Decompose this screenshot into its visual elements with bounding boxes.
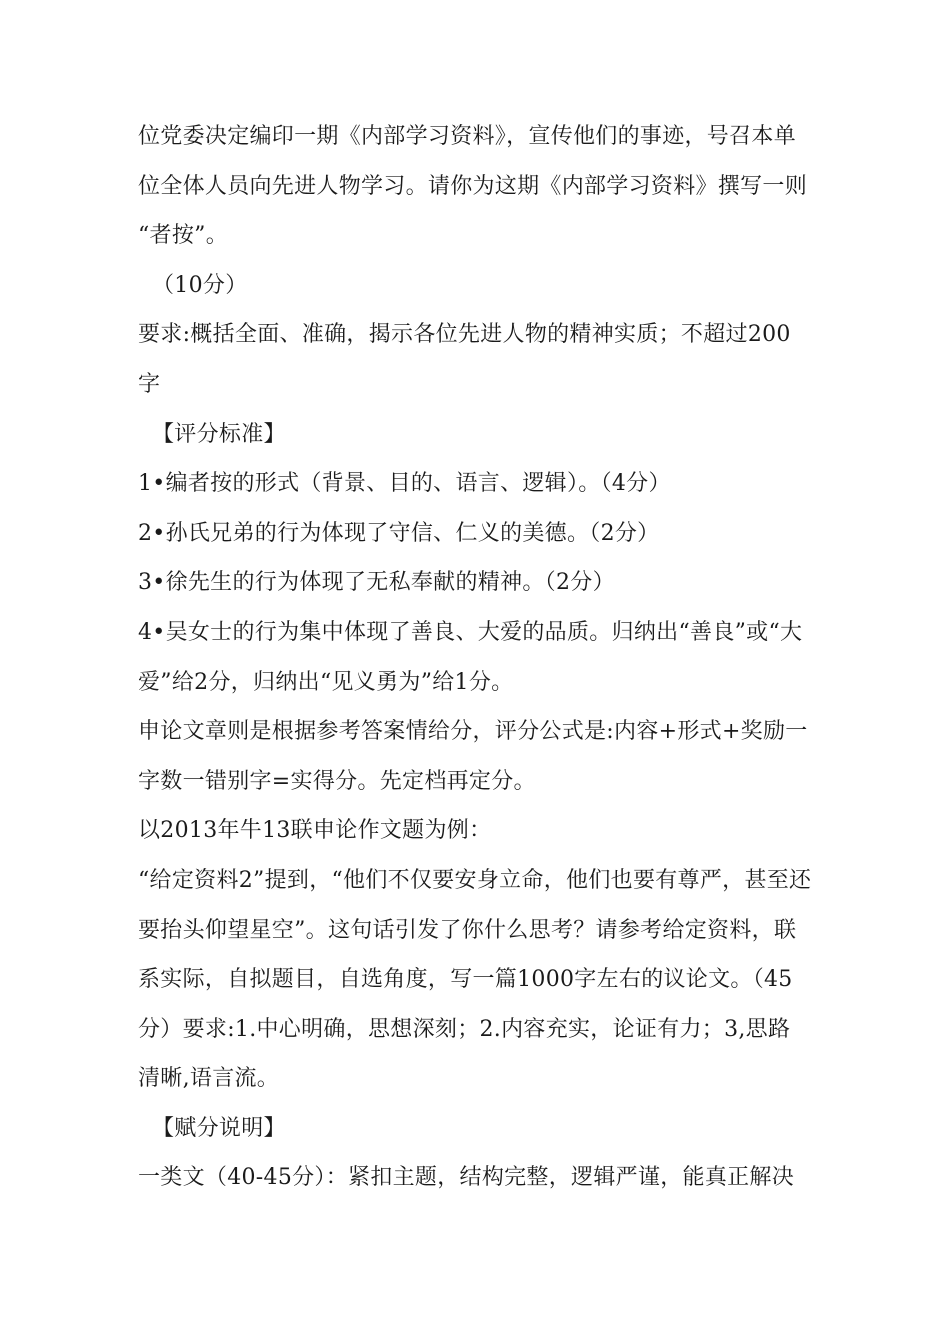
text-line: 分）要求:1.中心明确，思想深刻；2.内容充实，论证有力；3,思路 (138, 1016, 791, 1042)
text-line: 申论文章则是根据参考答案情给分，评分公式是:内容+形式+奖励一 (138, 719, 808, 745)
section-heading-scoring-criteria: 【评分标准】 (152, 421, 286, 447)
text-line: 位党委决定编印一期《内部学习资料》，宣传他们的事迹，号召本单 (138, 124, 797, 149)
text-line: “给定资料2”提到，“他们不仅要安身立命，他们也要有尊严，甚至还 (138, 867, 812, 893)
requirement-line: 要求:概括全面、准确，揭示各位先进人物的精神实质；不超过200 (138, 322, 791, 348)
section-heading-scoring-notes: 【赋分说明】 (152, 1115, 286, 1141)
text-line: 一类文（40-45分）：紧扣主题，结构完整，逻辑严谨，能真正解决 (138, 1165, 795, 1191)
criteria-item-1: 1•编者按的形式（背景、目的、语言、逻辑）。（4分） (138, 471, 671, 497)
text-line: “者按”。 (138, 223, 228, 249)
text-line: 字数一错别字=实得分。先定档再定分。 (138, 768, 536, 794)
criteria-item-2: 2•孙氏兄弟的行为体现了守信、仁义的美德。（2分） (138, 520, 660, 546)
text-line: 系实际，自拟题目，自选角度，写一篇1000字左右的议论文。（45 (138, 967, 793, 993)
score-note: （10分） (152, 272, 248, 298)
text-line: 爱”给2分，归纳出“见义勇为”给1分。 (138, 669, 514, 695)
document-body (138, 112, 828, 1203)
text-line: 要抬头仰望星空”。这句话引发了你什么思考？请参考给定资料，联 (138, 917, 797, 943)
text-line: 以2013年牛13联申论作文题为例： (138, 818, 492, 844)
criteria-item-3: 3•徐先生的行为体现了无私奉献的精神。（2分） (138, 570, 615, 596)
text-line: 字 (138, 371, 161, 397)
criteria-item-4: 4•吴女士的行为集中体现了善良、大爱的品质。归纳出“善良”或“大 (138, 619, 803, 645)
text-line: 清晰,语言流。 (138, 1066, 280, 1092)
text-line: 位全体人员向先进人物学习。请你为这期《内部学习资料》撰写一则 (138, 173, 808, 199)
